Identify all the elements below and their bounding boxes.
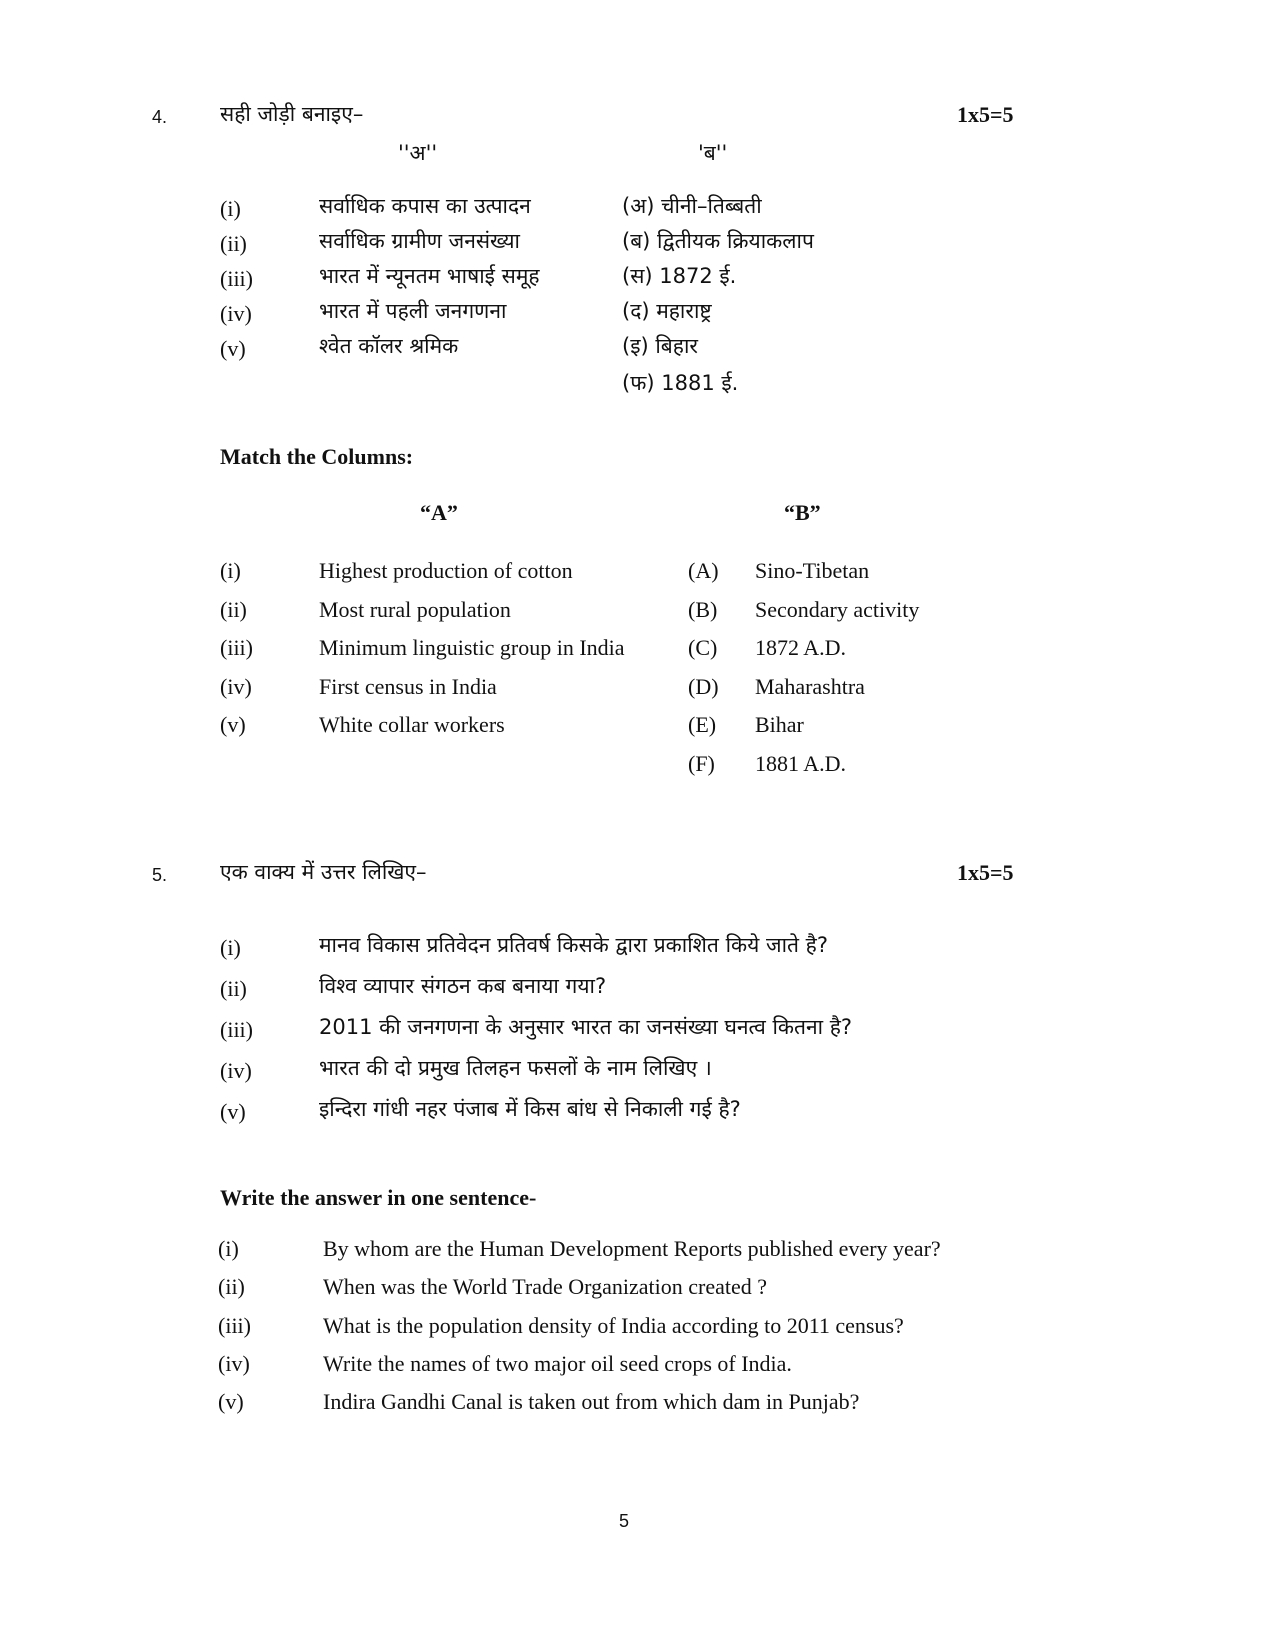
q4-title-english: Match the Columns:: [220, 444, 414, 469]
list-item-text: When was the World Trade Organization created ?: [323, 1274, 767, 1299]
list-item-num: (iv): [220, 301, 252, 326]
q4-col-b-hindi: 'ब'': [698, 141, 728, 165]
list-item-text: 2011 की जनगणना के अनुसार भारत का जनसंख्या घनत्व कितना है?: [319, 1015, 853, 1039]
q4-col-b-english: “B”: [784, 500, 821, 525]
q5-title-hindi: एक वाक्य में उत्तर लिखिए–: [220, 860, 427, 884]
list-item-text: Indira Gandhi Canal is taken out from which dam in Punjab?: [323, 1389, 860, 1414]
list-item-text: 1872 A.D.: [755, 635, 847, 660]
list-item-text: By whom are the Human Development Reports published every year?: [323, 1236, 941, 1261]
list-item-num: (i): [220, 196, 241, 221]
list-item: (ब) द्वितीयक क्रियाकलाप: [622, 229, 814, 253]
list-item-num: (iii): [220, 1017, 253, 1042]
list-item-text: 1881 A.D.: [755, 751, 847, 776]
list-item-text: Sino-Tibetan: [755, 558, 870, 583]
list-item: (अ) चीनी–तिब्बती: [622, 194, 762, 218]
list-item-text: विश्व व्यापार संगठन कब बनाया गया?: [319, 974, 607, 998]
list-item-num: (i): [220, 558, 241, 583]
list-item-num: (ii): [220, 597, 247, 622]
list-item-num: (iii): [220, 266, 253, 291]
list-item-letter: (E): [688, 712, 717, 737]
page-number: 5: [619, 1511, 630, 1531]
list-item-num: (iv): [220, 674, 252, 699]
q4-marks: 1x5=5: [957, 102, 1014, 127]
list-item-text: Maharashtra: [755, 674, 865, 699]
list-item-text: इन्दिरा गांधी नहर पंजाब में किस बांध से निकाली गई है?: [319, 1097, 741, 1121]
list-item-text: Bihar: [755, 712, 804, 737]
list-item-num: (i): [220, 935, 241, 960]
q5-number: 5.: [152, 865, 168, 885]
list-item: (स) 1872 ई.: [622, 264, 737, 288]
q4-title-hindi: सही जोड़ी बनाइए–: [220, 102, 364, 126]
list-item-text: भारत की दो प्रमुख तिलहन फसलों के नाम लिखिए ।: [319, 1056, 712, 1080]
list-item-text: मानव विकास प्रतिवेदन प्रतिवर्ष किसके द्वारा प्रकाशित किये जाते है?: [319, 933, 828, 957]
list-item-text: श्वेत कॉलर श्रमिक: [319, 334, 459, 358]
q5-marks: 1x5=5: [957, 860, 1014, 885]
list-item-text: सर्वाधिक कपास का उत्पादन: [319, 194, 531, 218]
list-item: (इ) बिहार: [622, 334, 698, 358]
list-item-text: भारत में न्यूनतम भाषाई समूह: [319, 264, 540, 288]
list-item-num: (ii): [220, 231, 247, 256]
list-item-text: Most rural population: [319, 597, 511, 622]
list-item-letter: (A): [688, 558, 719, 583]
list-item-text: White collar workers: [319, 712, 505, 737]
list-item-text: First census in India: [319, 674, 497, 699]
list-item-letter: (B): [688, 597, 718, 622]
list-item-num: (v): [220, 712, 246, 737]
list-item-num: (ii): [218, 1274, 245, 1299]
q4-col-a-hindi: ''अ'': [398, 141, 438, 165]
list-item-num: (v): [220, 1099, 246, 1124]
list-item-num: (iii): [218, 1313, 251, 1338]
list-item-letter: (C): [688, 635, 718, 660]
list-item: (फ) 1881 ई.: [622, 371, 739, 395]
q5-title-english: Write the answer in one sentence-: [220, 1185, 537, 1210]
list-item-text: सर्वाधिक ग्रामीण जनसंख्या: [319, 229, 520, 253]
list-item-num: (iii): [220, 635, 253, 660]
list-item-text: What is the population density of India according to 2011 census?: [323, 1313, 904, 1338]
list-item-text: Write the names of two major oil seed crops of India.: [323, 1351, 792, 1376]
list-item-text: भारत में पहली जनगणना: [319, 299, 507, 323]
list-item-num: (i): [218, 1236, 239, 1261]
list-item: (द) महाराष्ट्र: [622, 299, 712, 323]
list-item-letter: (F): [688, 751, 715, 776]
list-item-text: Highest production of cotton: [319, 558, 573, 583]
list-item-num: (v): [218, 1389, 244, 1414]
list-item-num: (ii): [220, 976, 247, 1001]
q4-col-a-english: “A”: [420, 500, 458, 525]
list-item-letter: (D): [688, 674, 719, 699]
list-item-num: (iv): [220, 1058, 252, 1083]
list-item-text: Minimum linguistic group in India: [319, 635, 625, 660]
q4-number: 4.: [152, 107, 168, 127]
list-item-num: (iv): [218, 1351, 250, 1376]
list-item-text: Secondary activity: [755, 597, 920, 622]
list-item-num: (v): [220, 336, 246, 361]
